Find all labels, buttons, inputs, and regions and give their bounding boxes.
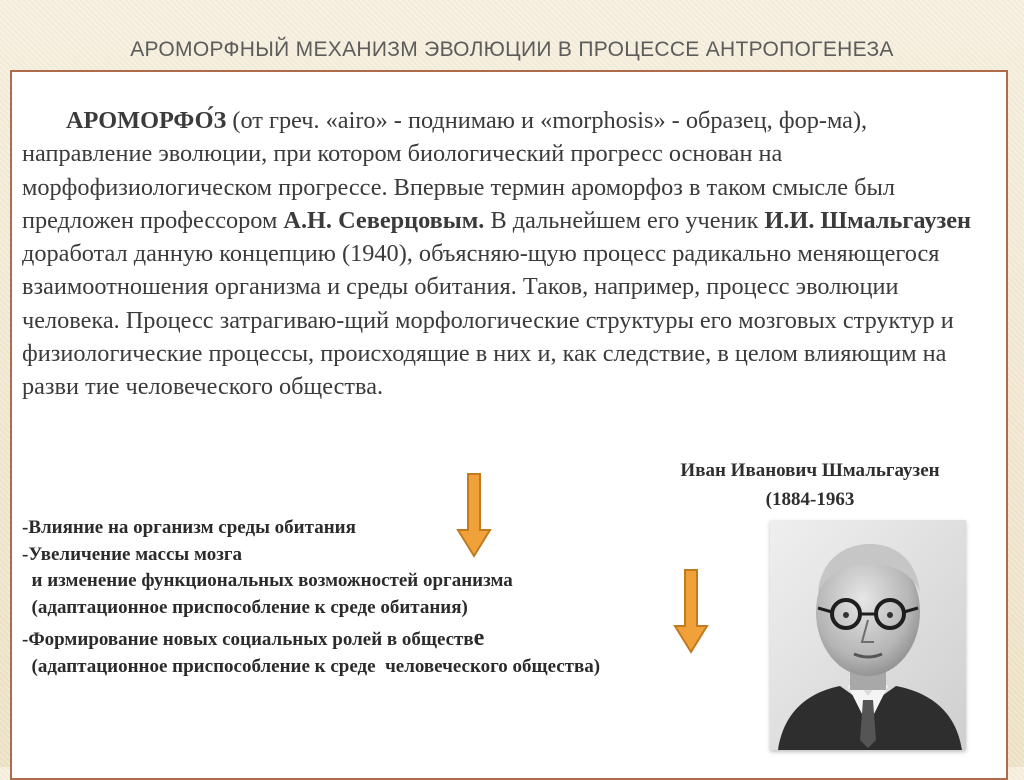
list-item-text: -Формирование новых социальных ролей в обществ — [22, 629, 474, 650]
slide-title: АРОМОРФНЫЙ МЕХАНИЗМ ЭВОЛЮЦИИ В ПРОЦЕССЕ АНТРОПОГЕНЕЗА — [130, 38, 894, 61]
name-severtsov: А.Н. Северцовым. — [283, 206, 485, 234]
portrait-photo — [770, 520, 966, 750]
portrait-caption-name: Иван Иванович Шмальгаузен — [680, 460, 940, 481]
list-item: и изменение функциональных возможностей организма — [22, 570, 513, 591]
list-item: (адаптационное приспособление к среде человеческого общества) — [22, 655, 601, 677]
name-schmalhausen: И.И. Шмальгаузен — [764, 206, 972, 234]
list-item: -Влияние на организм среды обитания — [22, 517, 356, 538]
down-arrow-icon — [673, 568, 709, 654]
definition-paragraph — [22, 104, 984, 404]
paragraph-text-2: В дальнейшем его ученик — [484, 206, 765, 234]
portrait-caption-years: (1884-1963 — [765, 489, 855, 510]
term-aromorphosis: АРОМОРФО́З — [66, 107, 227, 134]
down-arrow-icon — [456, 472, 492, 558]
paragraph-text-1: (от греч. «airo» - поднимаю и «morphosis» - образец, фор-ма), направление эволюции, при котором биологический прогресс основан на морфофизиологическом прогрессе. Впервые термин ароморфоз в таком смысле был предложен профессором — [22, 107, 895, 234]
paragraph-text-3: доработал данную концепцию (1940), объясняю-щую процесс радикально меняющегося взаимоотношения организма и среды обитания. Таков, например, процесс эволюции человека. Процесс затрагиваю-щий морфологические структуры его мозговых структур и физиологические процессы, происходящие в них и, как следствие, в целом влияющим на разви тие человеческого общества. — [22, 240, 954, 401]
list-item — [22, 625, 762, 654]
list-item: (адаптационное приспособление к среде обитания) — [22, 596, 468, 618]
list-item-text-end: е — [473, 625, 485, 651]
effects-list — [22, 515, 762, 680]
list-item: -Увеличение массы мозга — [22, 543, 242, 565]
